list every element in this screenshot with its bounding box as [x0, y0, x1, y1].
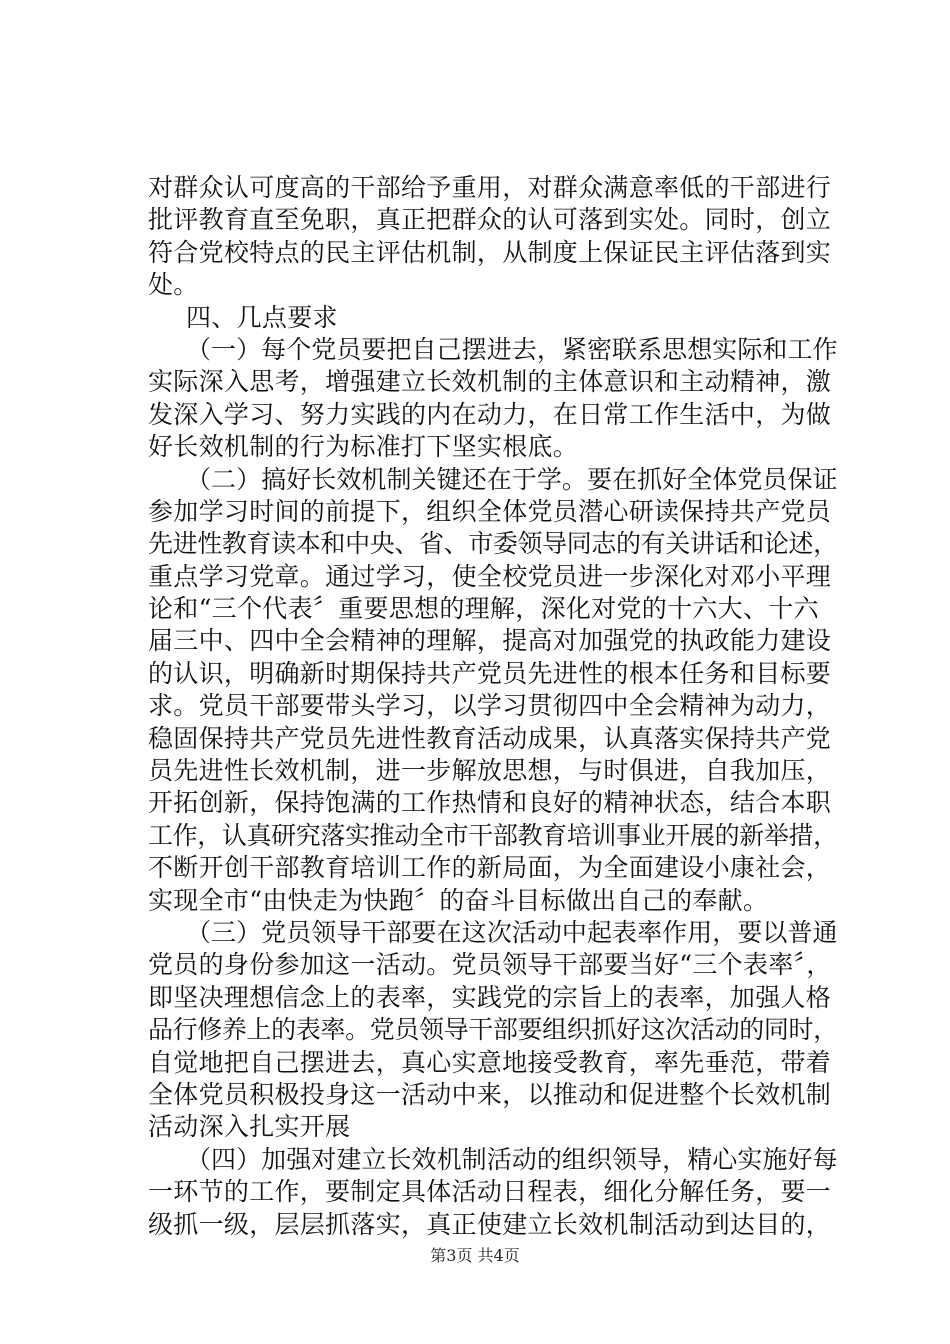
text-line: 发深入学习、努力实践的内在动力，在日常工作生活中，为做: [148, 399, 832, 429]
text-line: 品行修养上的表率。党员领导干部要组织抓好这次活动的同时，: [148, 1015, 838, 1045]
text-line: 实现全市“由快走为快跑〞的奋斗目标做出自己的奉献。: [148, 885, 769, 915]
text-line: 的认识，明确新时期保持共产党员先进性的根本任务和目标要: [148, 658, 832, 688]
text-line: 全体党员积极投身这一活动中来，以推动和促进整个长效机制: [148, 1079, 832, 1109]
text-line: 先进性教育读本和中央、省、市委领导同志的有关讲话和论述，: [148, 529, 838, 559]
text-line: 四、几点要求: [186, 302, 338, 332]
text-line: 活动深入扎实开展: [148, 1112, 351, 1142]
text-line: 稳固保持共产党员先进性教育活动成果，认真落实保持共产党: [148, 723, 832, 753]
text-line: （三）党员领导干部要在这次活动中起表率作用，要以普通: [186, 917, 838, 947]
page-number: 第3页 共4页: [430, 1246, 520, 1265]
text-line: 不断开创干部教育培训工作的新局面，为全面建设小康社会，: [148, 853, 832, 883]
text-line: （四）加强对建立长效机制活动的组织领导，精心实施好每: [186, 1144, 838, 1174]
text-line: 开拓创新，保持饱满的工作热情和良好的精神状态，结合本职: [148, 788, 832, 818]
text-line: （二）搞好长效机制关键还在于学。要在抓好全体党员保证: [186, 464, 838, 494]
text-line: （一）每个党员要把自己摆进去，紧密联系思想实际和工作: [186, 334, 838, 364]
text-line: 论和“三个代表〞重要思想的理解，深化对党的十六大、十六: [148, 594, 819, 624]
text-line: 求。党员干部要带头学习，以学习贯彻四中全会精神为动力，: [148, 691, 832, 721]
text-line: 好长效机制的行为标准打下坚实根底。: [148, 432, 579, 462]
text-line: 自觉地把自己摆进去，真心实意地接受教育，率先垂范，带着: [148, 1047, 832, 1077]
text-line: 工作，认真研究落实推动全市干部教育培训事业开展的新举措，: [148, 820, 838, 850]
text-line: 级抓一级，层层抓落实，真正使建立长效机制活动到达目的，: [148, 1209, 832, 1239]
text-line: 批评教育直至免职，真正把群众的认可落到实处。同时，创立: [148, 205, 832, 235]
text-line: 对群众认可度高的干部给予重用，对群众满意率低的干部进行: [148, 173, 832, 202]
text-line: 符合党校特点的民主评估机制，从制度上保证民主评估落到实: [148, 237, 832, 267]
text-line: 一环节的工作，要制定具体活动日程表，细化分解任务，要一: [148, 1177, 832, 1207]
text-line: 参加学习时间的前提下，组织全体党员潜心研读保持共产党员: [148, 496, 832, 526]
text-line: 处。: [148, 270, 199, 300]
text-line: 党员的身份参加这一活动。党员领导干部要当好“三个表率〞，: [148, 950, 832, 980]
text-line: 即坚决理想信念上的表率，实践党的宗旨上的表率，加强人格: [148, 982, 832, 1012]
text-line: 员先进性长效机制，进一步解放思想，与时俱进，自我加压，: [148, 756, 832, 786]
document-body: [148, 172, 838, 1241]
text-line: 届三中、四中全会精神的理解，提高对加强党的执政能力建设: [148, 626, 832, 656]
text-line: 实际深入思考，增强建立长效机制的主体意识和主动精神，激: [148, 367, 832, 397]
text-line: 重点学习党章。通过学习，使全校党员进一步深化对邓小平理: [148, 561, 832, 591]
